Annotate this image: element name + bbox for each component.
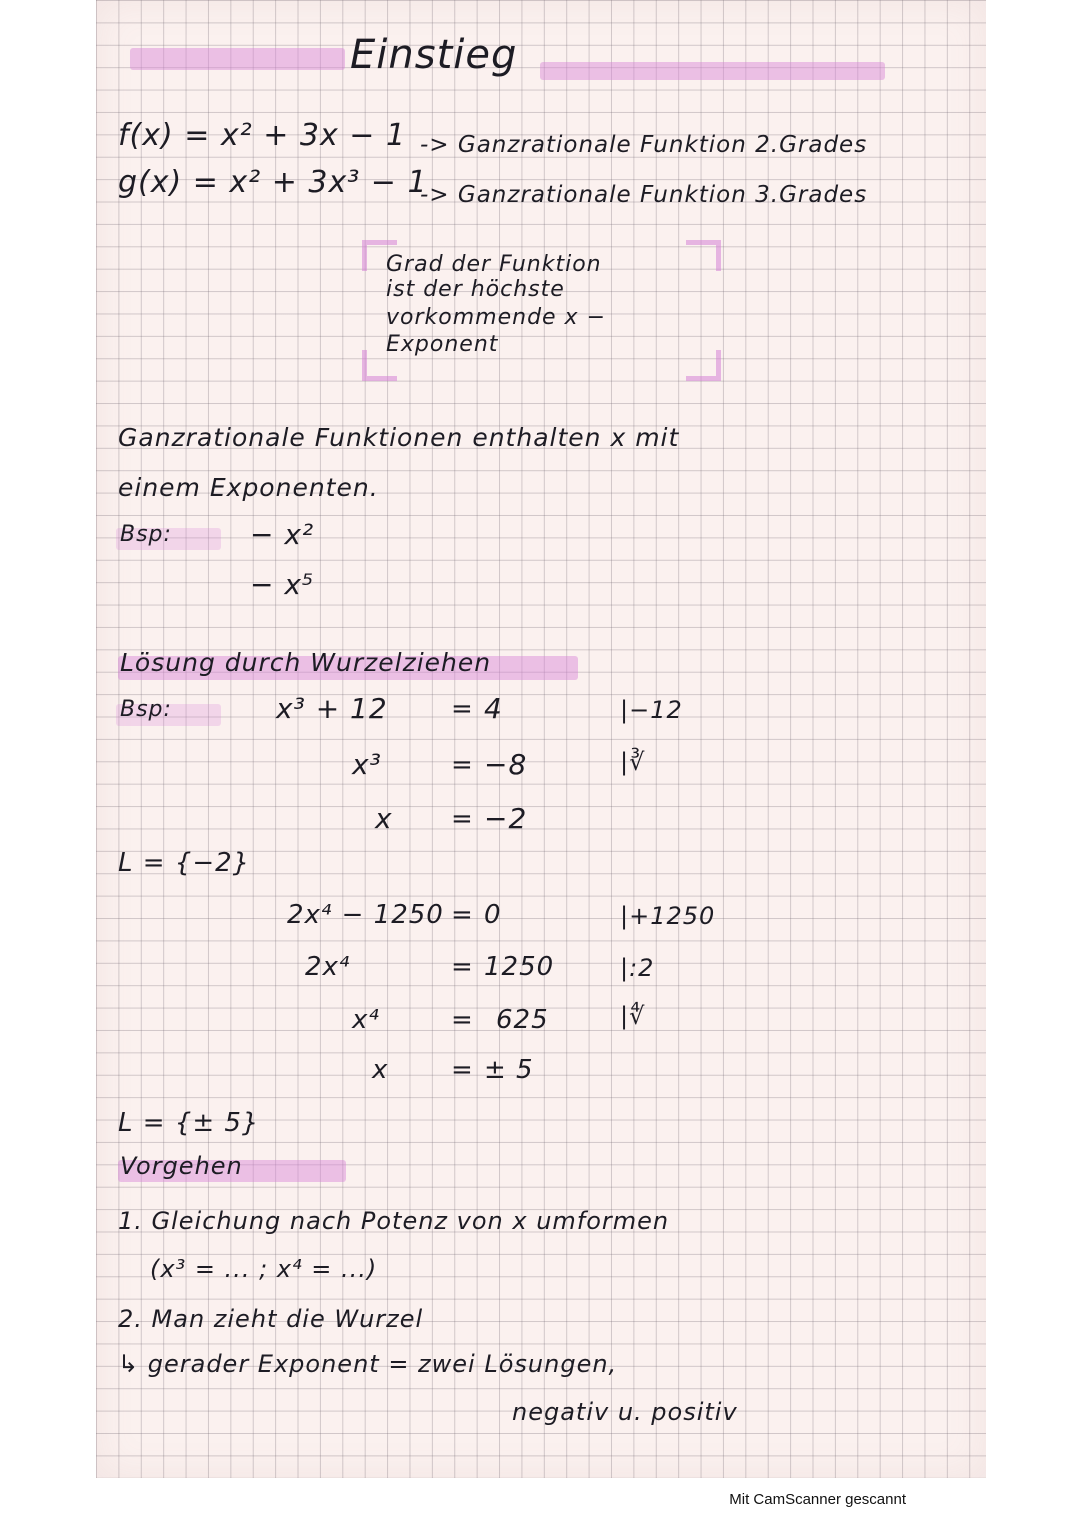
rhs: ± 5 (484, 1055, 534, 1085)
rhs: −8 (484, 748, 528, 781)
definition-line: ist der höchste (386, 277, 565, 302)
procedure-note-2: negativ u. positiv (512, 1398, 738, 1426)
title-highlight-left (130, 48, 345, 70)
procedure-step-2: 2. Man zieht die Wurzel (118, 1305, 424, 1333)
procedure-heading: Vorgehen (120, 1152, 243, 1180)
lhs: 2x⁴ − 1250 (287, 900, 444, 930)
rhs: 0 (484, 900, 502, 930)
rhs: 625 (496, 1005, 549, 1035)
lhs: x³ + 12 (276, 692, 388, 725)
equals: = (451, 952, 474, 982)
operation: |+1250 (620, 902, 716, 930)
f-expression: f(x) = x² + 3x − 1 (118, 118, 407, 153)
bsp2-label: Bsp: (120, 697, 172, 722)
solution-set-1: L = {−2} (118, 848, 251, 878)
scanner-watermark: Mit CamScanner gescannt (729, 1491, 906, 1508)
rhs: 4 (484, 692, 503, 725)
equals: = (451, 1005, 474, 1035)
bracket-bottom-right (686, 350, 721, 381)
operation: |∛ (620, 748, 646, 776)
section-heading: Lösung durch Wurzelziehen (120, 648, 492, 677)
bracket-top-right (686, 240, 721, 271)
equals: = (451, 1055, 474, 1085)
procedure-step-1-hint: (x³ = ... ; x⁴ = ...) (150, 1255, 378, 1283)
solution-set-2: L = {± 5} (118, 1108, 260, 1138)
operation: |:2 (620, 954, 655, 982)
lhs: x (372, 1055, 389, 1085)
definition-line: vorkommende x − (386, 305, 607, 330)
equals: = (451, 900, 474, 930)
title-highlight-right (540, 62, 885, 80)
equals: = (451, 804, 474, 834)
lhs: 2x⁴ (305, 952, 351, 982)
rhs: 1250 (484, 952, 555, 982)
bsp-label: Bsp: (120, 522, 172, 547)
f-description: -> Ganzrationale Funktion 2.Grades (420, 132, 868, 158)
lhs: x⁴ (352, 1005, 380, 1035)
example-item: − x⁵ (250, 568, 315, 601)
g-expression: g(x) = x² + 3x³ − 1 (118, 165, 428, 200)
lhs: x³ (352, 748, 382, 781)
g-description: -> Ganzrationale Funktion 3.Grades (420, 182, 868, 208)
procedure-step-1: 1. Gleichung nach Potenz von x umformen (118, 1207, 670, 1235)
operation: |∜ (620, 1002, 646, 1030)
page-title: Einstieg (350, 32, 518, 78)
definition-line: Grad der Funktion (386, 252, 602, 277)
statement-line-2: einem Exponenten. (118, 473, 379, 502)
equals: = (451, 750, 474, 780)
operation: |−12 (620, 696, 683, 724)
lhs: x (375, 802, 393, 835)
equals: = (451, 694, 474, 724)
procedure-note: ↳ gerader Exponent = zwei Lösungen, (118, 1350, 618, 1378)
rhs: −2 (484, 802, 528, 835)
statement-line-1: Ganzrationale Funktionen enthalten x mit (118, 423, 680, 452)
definition-line: Exponent (386, 332, 499, 357)
example-item: − x² (250, 518, 315, 551)
